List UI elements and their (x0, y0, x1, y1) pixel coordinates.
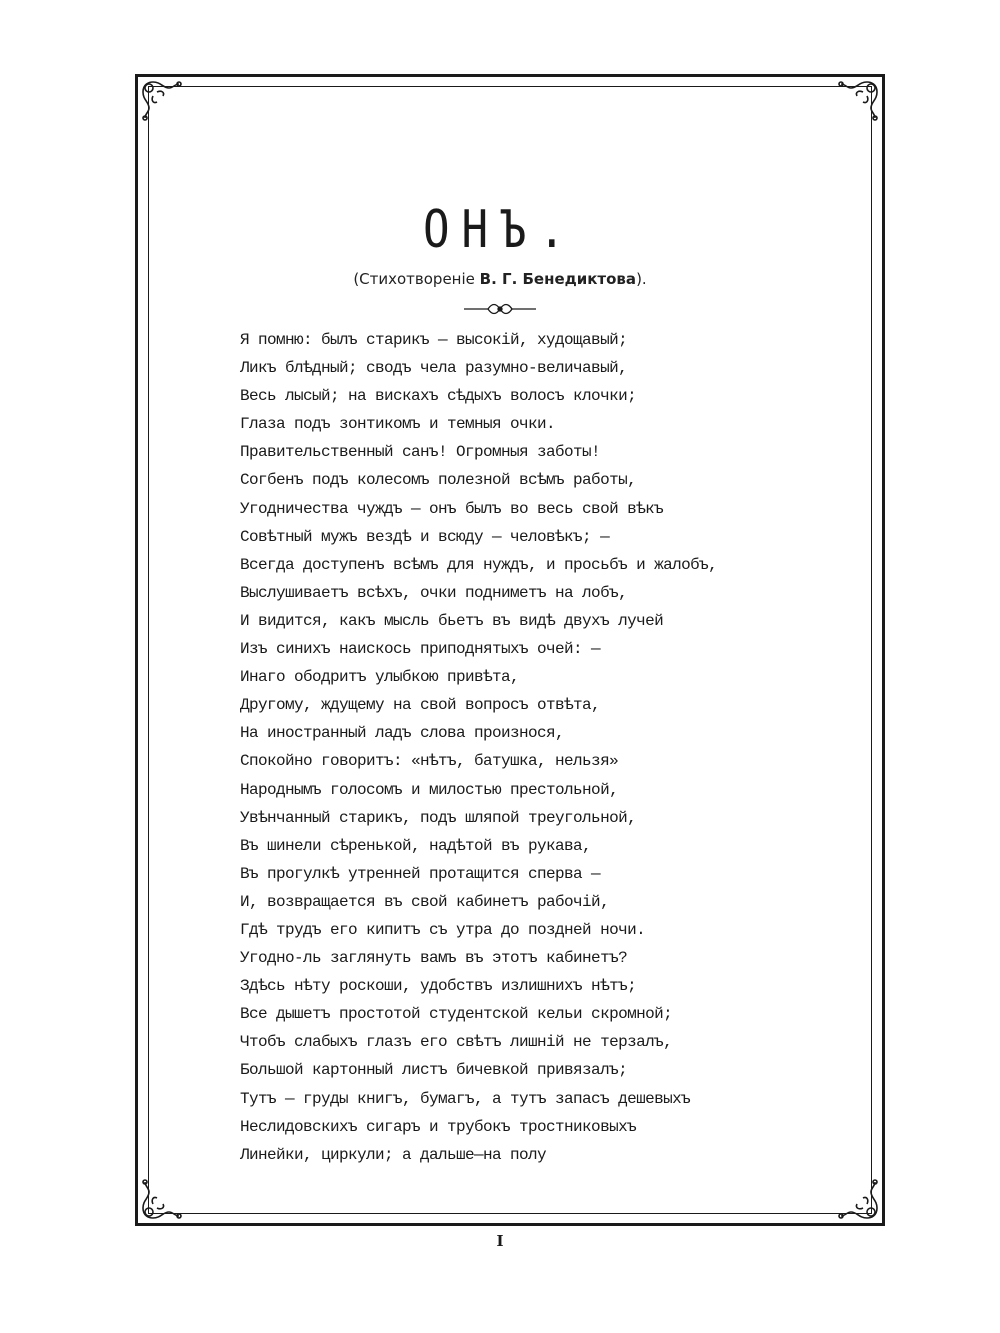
poem-subtitle (0, 270, 1000, 288)
poem-line: Все дышетъ простотой студентской кельи скромной; (240, 1005, 673, 1024)
poem-line: Глаза подъ зонтикомъ и темныя очки. (240, 415, 556, 434)
poem-line: Въ прогулкѣ утренней протащится сперва — (240, 864, 601, 883)
poem-line: Здѣсь нѣту роскоши, удобствъ излишнихъ нѣтъ; (240, 977, 637, 996)
corner-ornament-icon (835, 78, 881, 124)
poem-line: Весь лысый; на вискахъ сѣдыхъ волосъ клочки; (240, 387, 637, 406)
poem-line: Инаго ободритъ улыбкою привѣта, (240, 668, 520, 687)
poem-line: Народнымъ голосомъ и милостью престольной, (240, 780, 619, 799)
subtitle-author: В. Г. Бенедиктова (479, 270, 637, 288)
poem-line: Спокойно говоритъ: «нѣтъ, батушка, нельзя» (240, 752, 619, 771)
poem-line: И, возвращается въ свой кабинетъ рабочій, (240, 892, 610, 911)
subtitle-close: ). (636, 270, 647, 288)
poem-line: Чтобъ слабыхъ глазъ его свѣтъ лишній не терзалъ, (240, 1033, 673, 1052)
poem-line: Гдѣ трудъ его кипитъ съ утра до поздней ночи. (240, 920, 646, 939)
poem-body (240, 326, 800, 1169)
poem-line: Тутъ — груды книгъ, бумагъ, а тутъ запасъ дешевыхъ (240, 1089, 691, 1108)
corner-ornament-icon (139, 1176, 185, 1222)
poem-line: Угодничества чуждъ — онъ былъ во весь свой вѣкъ (240, 499, 664, 518)
poem-line: Неслидовскихъ сигаръ и трубокъ тростниковыхъ (240, 1117, 637, 1136)
poem-line: Въ шинели сѣренькой, надѣтой въ рукава, (240, 836, 592, 855)
poem-line: Я помню: былъ старикъ — высокій, худощавый; (240, 331, 628, 349)
poem-line: Согбенъ подъ колесомъ полезной всѣмъ работы, (240, 471, 637, 490)
page-number: I (496, 1232, 504, 1250)
poem-line: Угодно-ль заглянуть вамъ въ этотъ кабинетъ? (240, 949, 628, 968)
poem-line: На иностранный ладъ слова произнося, (240, 724, 565, 743)
poem-line: Выслушиваетъ всѣхъ, очки подниметъ на лобъ, (240, 583, 628, 602)
subtitle-open: (Стихотвореніе (353, 270, 480, 288)
poem-line: Совѣтный мужъ вездѣ и всюду — человѣкъ; — (240, 527, 610, 546)
poem-line: Ликъ блѣдный; сводъ чела разумно-величавый, (240, 359, 628, 378)
poem-line: Увѣнчанный старикъ, подъ шляпой треугольной, (240, 808, 637, 827)
poem-title: ОНЪ. (422, 200, 578, 260)
poem-line: Другому, ждущему на свой вопросъ отвѣта, (240, 696, 601, 715)
poem-line: Большой картонный листъ бичевкой привязалъ; (240, 1061, 628, 1080)
poem-line: Изъ синихъ наискось приподнятыхъ очей: — (240, 640, 601, 659)
corner-ornament-icon (139, 78, 185, 124)
poem-line: Всегда доступенъ всѣмъ для нуждъ, и просьбъ и жалобъ, (240, 555, 718, 574)
poem-line: И видится, какъ мысль бьетъ въ видѣ двухъ лучей (240, 611, 664, 630)
flourish-divider-icon (462, 300, 538, 318)
poem-line: Правительственный санъ! Огромныя заботы! (240, 443, 601, 462)
corner-ornament-icon (835, 1176, 881, 1222)
poem-line: Линейки, циркули; а дальше—на полу (240, 1145, 547, 1164)
